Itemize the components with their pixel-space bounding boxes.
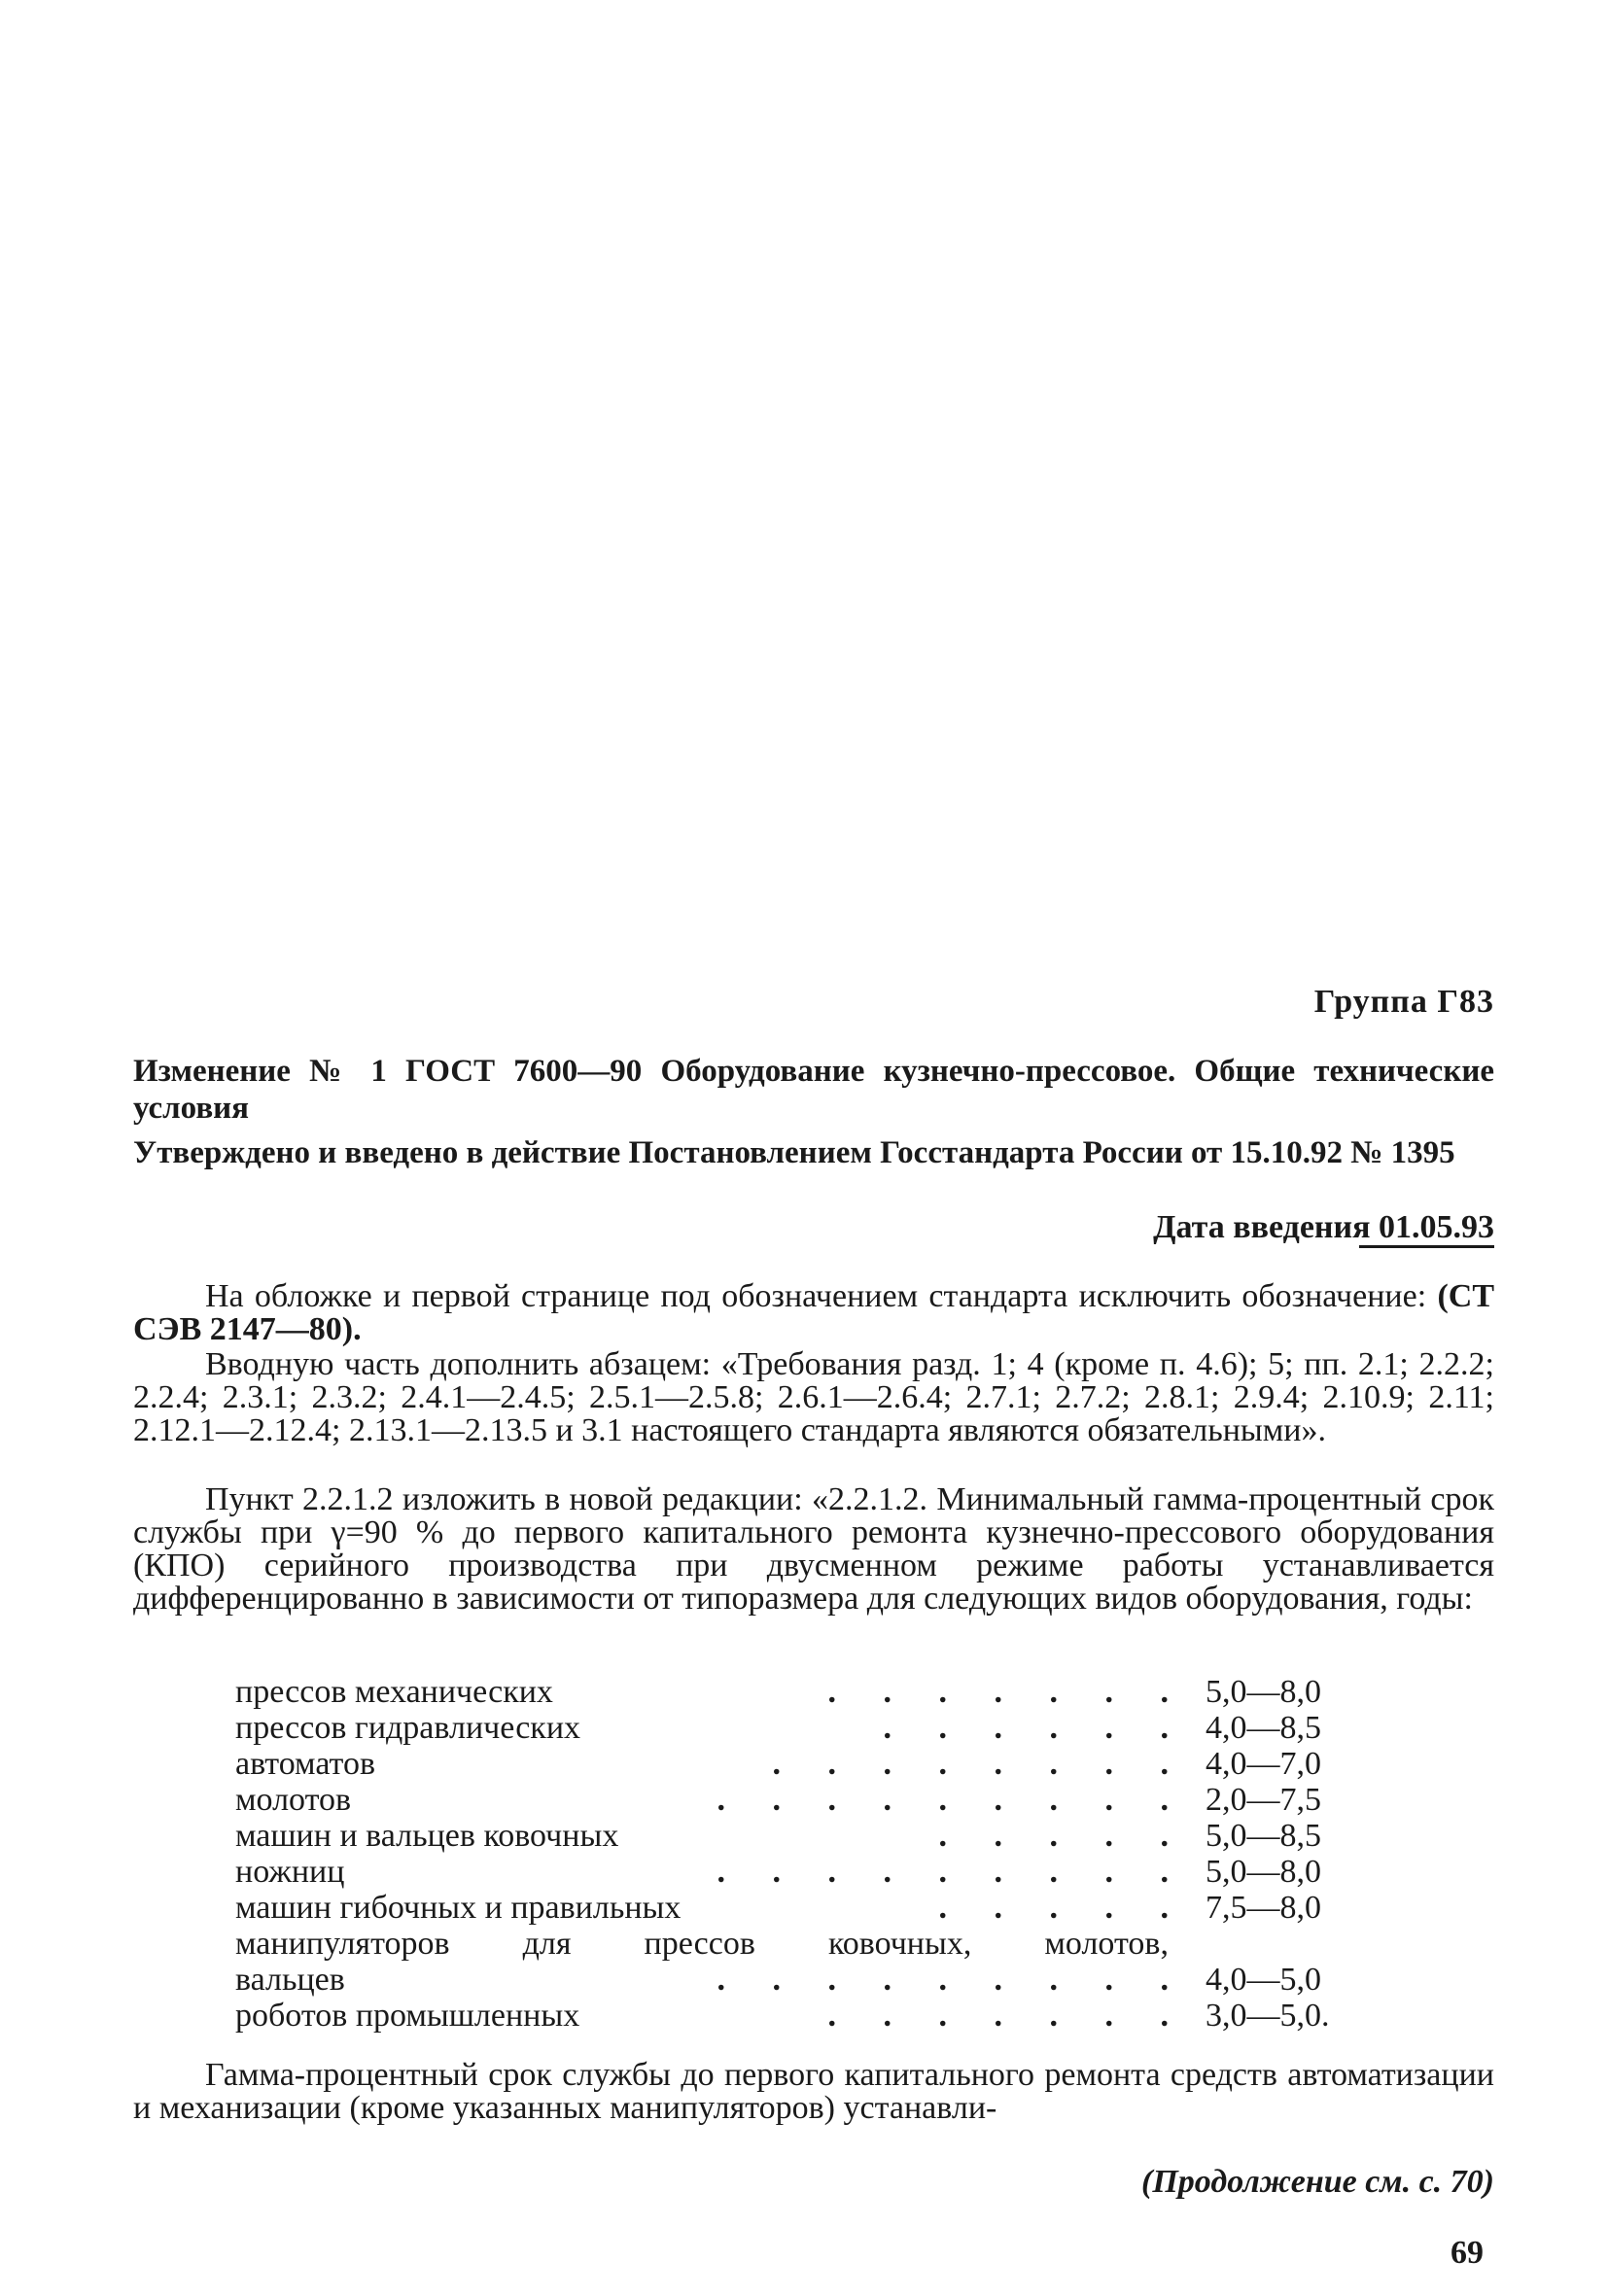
list-item-value: 3,0—5,0.: [1206, 1998, 1330, 2034]
continuation-note: (Продолжение см. с. 70): [1141, 2164, 1494, 2200]
effective-date: [1153, 1209, 1494, 1246]
page-number: 69: [1451, 2235, 1484, 2271]
list-item-value: 2,0—7,5: [1206, 1782, 1321, 1818]
list-item-label: [235, 1926, 1169, 1962]
list-item: [235, 1998, 1344, 2034]
leader-dots: . . . . . . .: [827, 1674, 1188, 1710]
list-item-label: автоматов: [235, 1746, 376, 1782]
list-item-label: роботов промышленных: [235, 1998, 580, 2034]
list-item: [235, 1818, 1344, 1854]
paragraph-clause-2-2-1-2: Пункт 2.2.1.2 изложить в новой редакции: «2.2.1.2. Минимальный гамма-процентный срок службы при γ=90 % до первого капитального ремонта кузнечно-прессового оборудования (КПО) серийного производства при двусменном режиме работы устанавливается дифференцированно в зависимости от типоразмера для следующих видов оборудования, годы:: [133, 1481, 1494, 1617]
leader-dots: . . . . .: [938, 1818, 1188, 1854]
label-word: молотов,: [1044, 1926, 1169, 1962]
list-item-label: ножниц: [235, 1854, 345, 1890]
list-item-value: 4,0—5,0: [1206, 1962, 1321, 1998]
leader-dots: . . . . . . . . .: [717, 1782, 1188, 1818]
list-item-value: 5,0—8,0: [1206, 1674, 1321, 1710]
list-item-label: прессов механических: [235, 1674, 553, 1710]
date-underline: [1359, 1245, 1494, 1248]
list-item-value: 4,0—7,0: [1206, 1746, 1321, 1782]
paragraph-introduction: Вводную часть дополнить абзацем: «Требования разд. 1; 4 (кроме п. 4.6); 5; пп. 2.1; 2.2.2; 2.2.4; 2.3.1; 2.3.2; 2.4.1—2.4.5; 2.5.1—2.5.8; 2.6.1—2.6.4; 2.7.1; 2.7.2; 2.8.1; 2.9.4; 2.10.9; 2.11; 2.12.1—2.12.4; 2.13.1—2.13.5 и 3.1 настоящего стандарта являются обязательными».: [133, 1346, 1494, 1448]
list-item: [235, 1962, 1344, 1998]
list-item-value: 7,5—8,0: [1206, 1890, 1321, 1926]
leader-dots: . . . . . . . .: [772, 1746, 1188, 1782]
label-word: ковочных,: [827, 1926, 972, 1962]
list-item-label: вальцев: [235, 1962, 345, 1998]
amendment-title: Изменение № 1 ГОСТ 7600—90 Оборудование кузнечно-прессовое. Общие технические условия: [133, 1054, 1494, 1126]
list-item-label: молотов: [235, 1782, 352, 1818]
paragraph-cover-note: [133, 1280, 1494, 1346]
label-word: прессов: [644, 1926, 755, 1962]
equipment-service-life-list: [235, 1674, 1344, 2034]
label-word: манипуляторов: [235, 1926, 450, 1962]
list-item-label: машин гибочных и правильных: [235, 1890, 682, 1926]
leader-dots: . . . . .: [938, 1890, 1188, 1926]
leader-dots: . . . . . .: [883, 1710, 1188, 1746]
approval-line: Утверждено и введено в действие Постановлением Госстандарта России от 15.10.92 № 1395: [133, 1135, 1455, 1170]
paragraph-cover-text: На обложке и первой странице под обозначением стандарта исключить обозначение:: [205, 1278, 1438, 1314]
list-item-value: 5,0—8,5: [1206, 1818, 1321, 1854]
list-item-label: машин и вальцев ковочных: [235, 1818, 619, 1854]
paragraph-cover-designation: (СТ СЭВ 2147—80).: [133, 1278, 1494, 1347]
list-item: [235, 1854, 1344, 1890]
group-label: Группа Г83: [1313, 984, 1494, 1020]
list-item: [235, 1926, 1344, 1962]
list-item: [235, 1746, 1344, 1782]
list-item-value: 5,0—8,0: [1206, 1854, 1321, 1890]
list-item-value: 4,0—8,5: [1206, 1710, 1321, 1746]
list-item: [235, 1890, 1344, 1926]
label-word: для: [522, 1926, 572, 1962]
list-item: [235, 1674, 1344, 1710]
leader-dots: . . . . . . . . .: [717, 1962, 1188, 1998]
leader-dots: . . . . . . . . .: [717, 1854, 1188, 1890]
leader-dots: . . . . . . .: [827, 1998, 1188, 2034]
list-item: [235, 1710, 1344, 1746]
paragraph-automation-service-life: Гамма-процентный срок службы до первого капитального ремонта средств автоматизации и механизации (кроме указанных манипуляторов) устанавли-: [133, 2057, 1494, 2126]
list-item: [235, 1782, 1344, 1818]
effective-date-text: Дата введения 01.05.93: [1153, 1209, 1494, 1245]
list-item-label: прессов гидравлических: [235, 1710, 581, 1746]
